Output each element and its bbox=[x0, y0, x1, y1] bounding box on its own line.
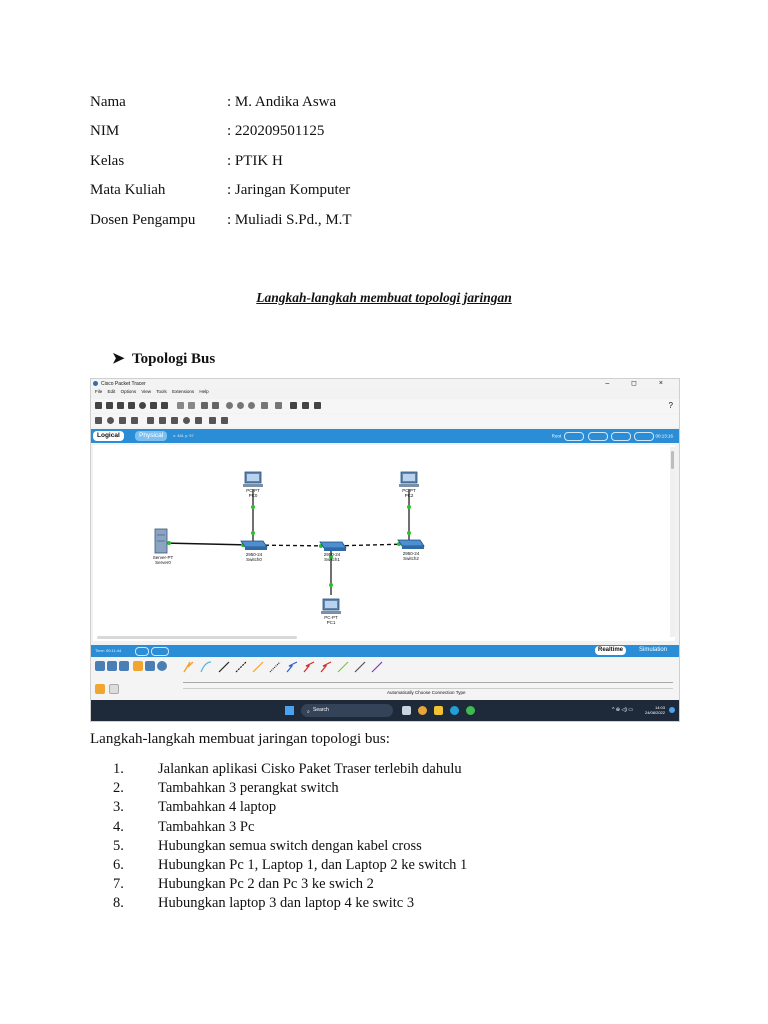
power-cycle-button[interactable] bbox=[135, 647, 149, 656]
open-envelope-icon[interactable] bbox=[221, 417, 228, 424]
root-label: Root bbox=[551, 433, 562, 439]
system-tray[interactable]: ^ ⊕ ◁) ▭ bbox=[612, 707, 633, 713]
info-label: Dosen Pengampu bbox=[90, 212, 196, 228]
pc2-label bbox=[399, 488, 419, 498]
pc0-label bbox=[243, 488, 263, 498]
topology-bullet bbox=[112, 349, 215, 368]
copy-icon[interactable] bbox=[177, 402, 184, 409]
resize-icon[interactable] bbox=[131, 417, 138, 424]
step-number: 5. bbox=[113, 837, 124, 854]
step-text: Jalankan aplikasi Cisko Paket Traser terlebih dahulu bbox=[158, 761, 462, 777]
print-icon[interactable] bbox=[128, 402, 135, 409]
link-light bbox=[407, 531, 411, 535]
taskbar-clock bbox=[645, 705, 665, 715]
tab-physical[interactable] bbox=[135, 431, 167, 441]
server0-icon bbox=[155, 529, 167, 553]
notification-icon[interactable] bbox=[669, 707, 675, 713]
step-number: 1. bbox=[113, 761, 124, 777]
auto-connection-icon bbox=[184, 662, 193, 672]
components-icon[interactable] bbox=[119, 661, 129, 671]
end-devices-icon[interactable] bbox=[107, 661, 117, 671]
link-light bbox=[251, 505, 255, 509]
step-text: Hubungkan Pc 1, Laptop 1, dan Laptop 2 ke switch 1 bbox=[158, 856, 468, 873]
serial-dce-icon bbox=[304, 662, 314, 672]
redo-icon[interactable] bbox=[212, 402, 219, 409]
realtime-mode-button[interactable] bbox=[595, 646, 626, 655]
phone-cable-icon bbox=[270, 662, 280, 672]
device-model: 2950-24 bbox=[402, 551, 420, 556]
straight-through-icon bbox=[219, 662, 229, 672]
menu-file[interactable]: File bbox=[95, 389, 103, 394]
step-text: Hubungkan laptop 3 dan laptop 4 ke switc 3 bbox=[158, 895, 415, 912]
info-icon[interactable] bbox=[139, 402, 146, 409]
device-name: Switch2 bbox=[403, 556, 419, 561]
steps-intro: Langkah-langkah membuat jaringan topologi bus: bbox=[90, 731, 390, 747]
iot-cable-icon bbox=[355, 662, 365, 672]
auto-connection-caption: Automatically Choose Connection Type bbox=[387, 690, 466, 695]
arrow-bullet-icon: ➤ bbox=[112, 351, 125, 367]
step-number: 4. bbox=[113, 818, 124, 835]
window-controls[interactable]: – ◻ × bbox=[605, 380, 673, 387]
menu-help[interactable]: Help bbox=[199, 389, 209, 394]
window-title: Cisco Packet Tracer bbox=[101, 381, 146, 387]
workspace-bar bbox=[91, 429, 679, 443]
coaxial-icon bbox=[287, 662, 297, 672]
sim-time: Time: 00:11:44 bbox=[95, 648, 122, 653]
pc2-icon bbox=[399, 472, 419, 487]
inspect-icon[interactable] bbox=[107, 417, 114, 424]
cursor-coordinates: x: 461 y: 97 bbox=[173, 433, 194, 438]
select-icon[interactable] bbox=[95, 417, 102, 424]
clock-date: 24/08/2022 bbox=[644, 710, 665, 715]
link-light bbox=[407, 505, 411, 509]
device-name: Server0 bbox=[155, 560, 171, 565]
status-bar bbox=[91, 645, 679, 657]
device-icon[interactable] bbox=[290, 402, 297, 409]
step-text: Tambahkan 3 perangkat switch bbox=[158, 780, 339, 797]
menu-bar bbox=[91, 389, 679, 398]
octal-icon bbox=[338, 662, 348, 672]
clock-time: 14:03 bbox=[654, 705, 665, 710]
info-label: Mata Kuliah bbox=[90, 182, 166, 198]
view-controls bbox=[552, 432, 673, 441]
menu-view[interactable]: View bbox=[141, 389, 152, 394]
clock-indicator: 00:13:16 bbox=[655, 433, 673, 439]
scroll-thumb[interactable] bbox=[671, 451, 674, 469]
wizard-icon[interactable] bbox=[150, 402, 157, 409]
topology-title: Topologi Bus bbox=[132, 351, 216, 367]
pc0-icon bbox=[243, 472, 263, 487]
device-model: 2950-24 bbox=[323, 552, 341, 557]
pc1-label bbox=[321, 615, 341, 625]
device-model: 2950-24 bbox=[245, 552, 263, 557]
fast-forward-button[interactable] bbox=[151, 647, 169, 656]
viewport-button[interactable] bbox=[588, 432, 608, 441]
tab-logical[interactable] bbox=[93, 431, 124, 441]
edit-toolbar bbox=[91, 414, 679, 427]
multiuser-icon[interactable] bbox=[157, 661, 167, 671]
paste-icon[interactable] bbox=[188, 402, 195, 409]
menu-options[interactable]: Options bbox=[120, 389, 137, 394]
ellipse-icon[interactable] bbox=[183, 417, 190, 424]
step-number: 8. bbox=[113, 895, 124, 912]
switch0-label bbox=[239, 552, 269, 562]
tile-button[interactable] bbox=[611, 432, 631, 441]
cable-types bbox=[181, 660, 401, 674]
device-model: PC-PT bbox=[402, 488, 416, 493]
info-value: : Jaringan Komputer bbox=[227, 182, 351, 198]
task-view-icon[interactable] bbox=[402, 706, 411, 715]
open-folder-icon[interactable] bbox=[106, 402, 113, 409]
step-text: Tambahkan 3 Pc bbox=[158, 818, 255, 835]
device-model: Server-PT bbox=[152, 555, 174, 560]
info-label: NIM bbox=[90, 123, 120, 139]
info-value: : 220209501125 bbox=[227, 123, 325, 139]
pc1-icon bbox=[321, 599, 341, 614]
link-light bbox=[167, 541, 171, 545]
rectangle-icon[interactable] bbox=[171, 417, 178, 424]
step-text: Tambahkan 4 laptop bbox=[158, 799, 277, 816]
windows-taskbar bbox=[91, 700, 679, 721]
step-number: 2. bbox=[113, 780, 124, 797]
screen-icon[interactable] bbox=[302, 402, 309, 409]
device-name: PC2 bbox=[404, 493, 414, 498]
info-value: : PTIK H bbox=[227, 153, 283, 169]
switch0-icon bbox=[241, 541, 267, 550]
tab-logical-label: Logical bbox=[97, 432, 120, 439]
draw-rectangle-icon[interactable] bbox=[261, 402, 268, 409]
step-text: Hubungkan semua switch dengan kabel cross bbox=[158, 837, 422, 854]
windows-start-icon[interactable] bbox=[285, 706, 294, 715]
menu-extensions[interactable]: Extensions bbox=[172, 389, 195, 394]
fiber-icon bbox=[253, 662, 263, 672]
switch2-label bbox=[396, 551, 426, 561]
delete-icon[interactable] bbox=[119, 417, 126, 424]
server0-label bbox=[148, 555, 178, 565]
tab-physical-label: Physical bbox=[139, 432, 164, 439]
console-cable-icon bbox=[201, 662, 211, 672]
zoom-out-icon[interactable] bbox=[248, 402, 255, 409]
link-server-switch0 bbox=[163, 543, 251, 545]
image-icon[interactable] bbox=[314, 402, 321, 409]
step-number: 7. bbox=[113, 876, 124, 893]
switch1-label bbox=[317, 552, 347, 562]
zoom-reset-icon[interactable] bbox=[237, 402, 244, 409]
envelope-icon[interactable] bbox=[209, 417, 216, 424]
grid-icon[interactable] bbox=[109, 684, 119, 694]
device-name: PC1 bbox=[326, 620, 336, 625]
topology-diagram bbox=[93, 445, 669, 641]
edge-icon[interactable] bbox=[450, 706, 459, 715]
link-light bbox=[251, 531, 255, 535]
search-icon: ⌕ bbox=[307, 709, 310, 715]
misc-icon[interactable] bbox=[145, 661, 155, 671]
undo-icon[interactable] bbox=[201, 402, 208, 409]
search-placeholder: Search bbox=[313, 707, 329, 713]
info-label: Nama bbox=[90, 94, 126, 110]
info-value: : M. Andika Aswa bbox=[227, 94, 337, 110]
info-value: : Muliadi S.Pd., M.T bbox=[227, 212, 352, 228]
file-explorer-icon[interactable] bbox=[434, 706, 443, 715]
panel-divider bbox=[183, 682, 673, 683]
horizontal-scrollbar[interactable] bbox=[97, 636, 297, 639]
line-icon[interactable] bbox=[159, 417, 166, 424]
step-number: 3. bbox=[113, 799, 124, 816]
section-heading: Langkah-langkah membuat topologi jaringan bbox=[256, 290, 512, 305]
device-model: PC-PT bbox=[324, 615, 338, 620]
menu-edit[interactable]: Edit bbox=[107, 389, 116, 394]
realtime-label: Realtime bbox=[598, 647, 624, 653]
note-icon[interactable] bbox=[147, 417, 154, 424]
browser-icon[interactable] bbox=[418, 706, 427, 715]
app-logo-icon bbox=[93, 381, 98, 386]
link-light bbox=[329, 583, 333, 587]
cluster-button[interactable] bbox=[634, 432, 654, 441]
usb-cable-icon bbox=[372, 662, 382, 672]
window-titlebar bbox=[91, 379, 679, 389]
device-panel bbox=[91, 658, 679, 700]
logical-workspace[interactable] bbox=[93, 445, 675, 641]
step-text: Hubungkan Pc 2 dan Pc 3 ke swich 2 bbox=[158, 876, 374, 893]
device-model: PC-PT bbox=[246, 488, 260, 493]
device-name: PC0 bbox=[248, 493, 258, 498]
back-button[interactable] bbox=[564, 432, 584, 441]
chrome-icon[interactable] bbox=[466, 706, 475, 715]
panel-divider bbox=[183, 688, 673, 689]
network-devices-icon[interactable] bbox=[95, 661, 105, 671]
new-file-icon[interactable] bbox=[95, 402, 102, 409]
switch1-icon bbox=[320, 542, 346, 551]
device-name: Switch0 bbox=[246, 557, 262, 562]
packet-tracer-screenshot bbox=[90, 378, 680, 722]
switch2-icon bbox=[398, 540, 424, 549]
pencil-icon[interactable] bbox=[195, 417, 202, 424]
info-label: Kelas bbox=[90, 153, 125, 169]
simulation-mode-button[interactable] bbox=[639, 647, 667, 653]
menu-tools[interactable]: Tools bbox=[156, 389, 167, 394]
connections-icon[interactable] bbox=[133, 661, 143, 671]
help-icon[interactable]: ? bbox=[668, 401, 673, 410]
zoom-in-icon[interactable] bbox=[226, 402, 233, 409]
simulation-label: Simulation bbox=[639, 647, 668, 653]
main-toolbar bbox=[91, 399, 679, 413]
network-icon[interactable] bbox=[161, 402, 168, 409]
step-number: 6. bbox=[113, 856, 124, 873]
device-name: Switch1 bbox=[324, 557, 340, 562]
palette-icon[interactable] bbox=[275, 402, 282, 409]
serial-dte-icon bbox=[321, 662, 331, 672]
taskbar-search[interactable] bbox=[301, 704, 393, 717]
save-icon[interactable] bbox=[117, 402, 124, 409]
selected-category-icon[interactable] bbox=[95, 684, 105, 694]
crossover-icon bbox=[236, 662, 246, 672]
vertical-scrollbar[interactable] bbox=[670, 447, 675, 637]
